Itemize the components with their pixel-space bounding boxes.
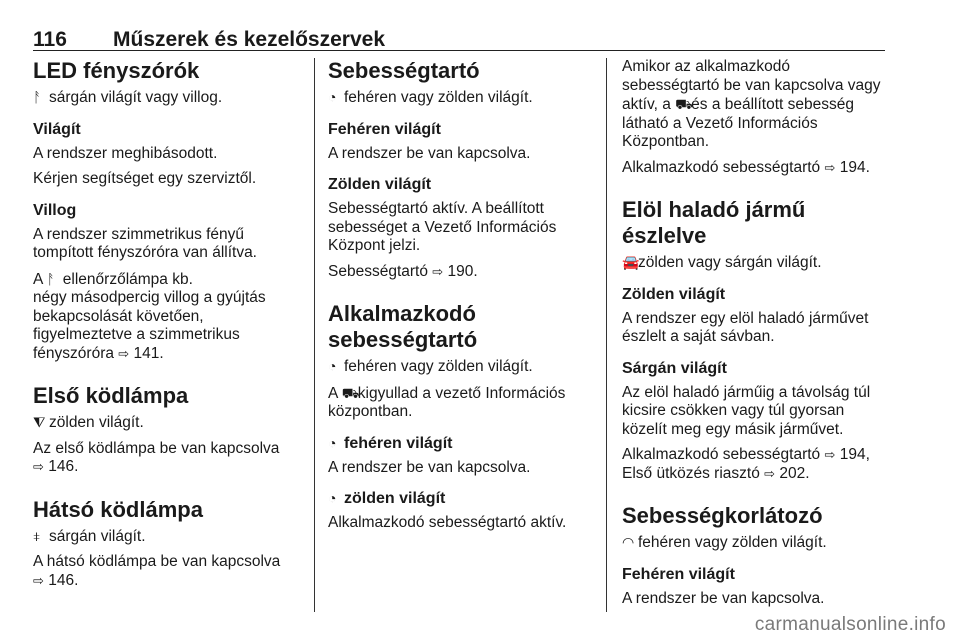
page-reference: 146.	[48, 571, 79, 589]
page-number: 116	[33, 28, 67, 51]
section-title-rear-fog: Hátsó ködlámpa	[33, 496, 203, 522]
page-reference-icon: ⇨	[764, 465, 776, 481]
speed-limiter-icon: ◠	[622, 534, 635, 550]
headlight-icon: ᚨ	[46, 270, 56, 287]
rear-fog-lamp-icon: ⧧	[33, 527, 41, 544]
page-reference: 194.	[839, 158, 870, 176]
column-divider	[314, 58, 315, 612]
column-divider	[606, 58, 607, 612]
subheading: ◔ zölden világít	[328, 490, 446, 507]
page-reference-icon: ⇨	[824, 447, 836, 462]
column-3: Amikor az alkalmazkodó sebességtartó be van kapcsolva vagy aktív, a ⛟és a beállított sebesség látható a Vezető Információs Központban. Alkalmazkodó sebességtartó ⇨ 194. Elöl haladó jármű észlelve 🚘zölden vagy sárgán világít. Zölden világít A rendszer egy elöl haladó járművet észlelt a saját sávban. Sárgán világít Az elöl haladó járműig a távolság túl kicsire csökken vagy túl gyorsan közelít meg egy másik járművet. Alkalmazkodó sebességtartó ⇨ 194, Első ütközés riasztó ⇨ 202. Sebességkorlátozó ◠ fehéren vagy zölden világít. Fehéren világít A rendszer be van kapcsolva.	[622, 58, 892, 615]
column-1: LED fényszórók ᚨ sárgán világít vagy villog. Világít A rendszer meghibásodott. Kérjen segítséget egy szerviztől. Villog A rendszer szimmetrikus fényű tompított fényszóróra van állítva. A ᚨ ellenőrzőlámpa kb. négy másodpercig villog a gyújtás bekapcsolását követően, figyelmeztetve a szimmetrikus fényszóróra ⇨ 141. Első ködlámpa ⧨ zölden világít. Az első ködlámpa be van kapcsolva ⇨ 146. Hátsó ködlámpa ⧧ sárgán világít. A hátsó ködlámpa be van kapcsolva ⇨ 146.	[33, 58, 303, 597]
vehicle-ahead-icon: ⛟	[341, 384, 360, 401]
page-reference: 146.	[48, 458, 79, 475]
subheading: Fehéren világít	[622, 565, 735, 583]
subheading: Fehéren világít	[328, 120, 441, 138]
subheading: Zölden világít	[328, 176, 432, 193]
cruise-control-icon: ◔	[328, 89, 337, 105]
page-title: Műszerek és kezelőszervek	[113, 28, 386, 51]
section-title-vehicle-ahead: Elöl haladó jármű észlelve	[622, 197, 806, 248]
vehicle-ahead-icon: ⛟	[675, 96, 693, 112]
watermark: carmanualsonline.info	[754, 614, 946, 635]
page-reference: 141.	[133, 344, 164, 362]
cruise-control-icon: ◔	[328, 434, 337, 451]
page-reference: 202.	[779, 464, 810, 482]
section-title-cruise-control: Sebességtartó	[328, 58, 480, 83]
section-title-speed-limiter: Sebességkorlátozó	[622, 503, 823, 528]
subheading: Sárgán világít	[622, 359, 727, 377]
page-reference-icon: ⇨	[432, 263, 444, 279]
cruise-control-icon: ◔	[328, 358, 337, 374]
subheading: ◔ fehéren világít	[328, 434, 453, 452]
column-2: Sebességtartó ◔ fehéren vagy zölden világít. Fehéren világít A rendszer be van kapcsolva. Zölden világít Sebességtartó aktív. A beállított sebességet a Vezető Információs Központ jelzi. Sebességtartó ⇨ 190. Alkalmazkodó sebességtartó ◔ fehéren vagy zölden világít. A ⛟kigyullad a vezető Információs központban. ◔ fehéren világít A rendszer be van kapcsolva. ◔ zölden világít Alkalmazkodó sebességtartó aktív.	[328, 58, 593, 540]
page-reference: 190.	[447, 262, 478, 280]
front-fog-lamp-icon: ⧨	[33, 414, 46, 430]
section-title-led-headlights: LED fényszórók	[33, 58, 200, 83]
cruise-control-icon: ◔	[328, 490, 337, 506]
page-reference-icon: ⇨	[33, 459, 44, 474]
page-reference-icon: ⇨	[33, 572, 44, 588]
car-icon: 🚘	[622, 254, 640, 270]
section-title-front-fog: Első ködlámpa	[33, 383, 189, 408]
subheading: Zölden világít	[622, 285, 726, 303]
page-reference-icon: ⇨	[824, 159, 836, 175]
subheading: Villog	[33, 201, 77, 219]
subheading: Világít	[33, 120, 81, 138]
page-header	[33, 22, 885, 51]
page-reference: 194,	[839, 446, 870, 463]
section-title-adaptive-cruise: Alkalmazkodó sebességtartó	[328, 301, 478, 352]
headlight-icon: ᚨ	[33, 89, 42, 105]
page-reference-icon: ⇨	[118, 345, 130, 361]
